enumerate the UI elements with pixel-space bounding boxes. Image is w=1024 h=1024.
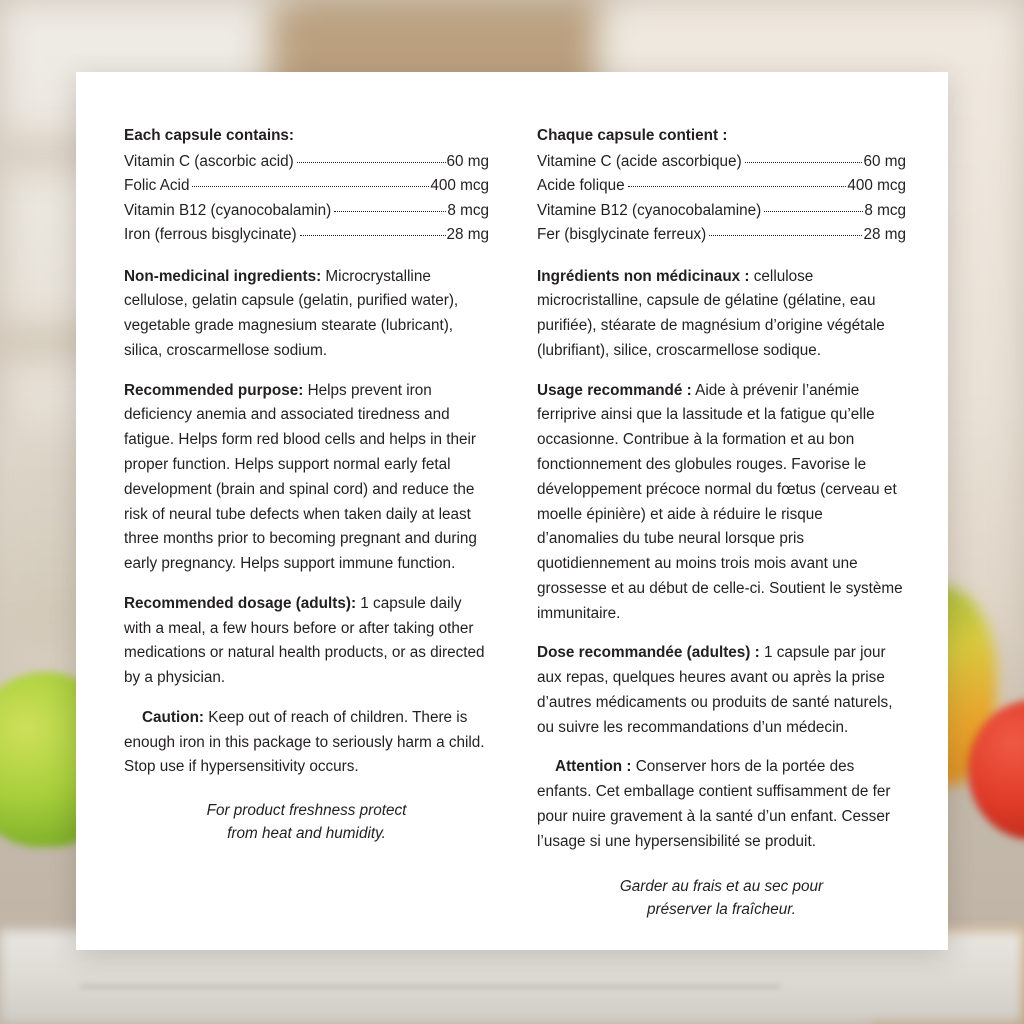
leader-dots — [297, 162, 446, 163]
fact-name: Acide folique — [537, 177, 625, 195]
recommended-dosage-english — [124, 592, 489, 691]
fact-value: 60 mg — [863, 152, 906, 170]
section-body: cellulose microcristalline, capsule de gélatine (gélatine, eau purifiée), stéarate de magnésium d’origine végétale (lubrifiant), silice, croscarmellose sodique. — [537, 267, 885, 359]
freshness-line-1: For product freshness protect — [206, 802, 407, 820]
fact-name: Vitamin B12 (cyanocobalamin) — [124, 201, 332, 219]
recommended-purpose-french — [537, 379, 906, 627]
fact-row — [537, 174, 906, 198]
section-heading: Usage recommandé : — [537, 381, 692, 399]
fact-value: 8 mcg — [864, 201, 906, 219]
fact-name: Fer (bisglycinate ferreux) — [537, 226, 707, 244]
fact-value: 60 mg — [446, 152, 490, 170]
leader-dots — [745, 162, 863, 163]
section-body: 1 capsule par jour aux repas, quelques heures avant ou après la prise d’autres médicaments ou produits de santé naturels, ou suivre les recommandations d’un médecin. — [537, 644, 893, 736]
freshness-note-french — [537, 876, 906, 922]
fact-value: 400 mcg — [430, 177, 490, 195]
section-heading: Recommended dosage (adults): — [124, 594, 357, 612]
supplement-label-panel — [76, 72, 948, 950]
section-heading: Recommended purpose: — [124, 381, 304, 399]
recommended-dosage-french — [537, 641, 906, 740]
non-medicinal-ingredients-english — [124, 265, 489, 364]
section-heading: Caution: — [142, 708, 205, 726]
section-heading: Non-medicinal ingredients: — [124, 267, 322, 285]
leader-dots — [192, 186, 429, 187]
freshness-line-1: Garder au frais et au sec pour — [619, 878, 824, 896]
fact-row — [124, 174, 489, 198]
fact-row — [537, 199, 906, 223]
fact-row — [124, 223, 489, 247]
leader-dots — [628, 186, 847, 187]
freshness-note-english — [124, 800, 489, 846]
freshness-line-2: from heat and humidity. — [227, 825, 386, 843]
section-heading: Dose recommandée (adultes) : — [537, 644, 760, 662]
section-body: 1 capsule daily with a meal, a few hours before or after taking other medications or natural health products, or as directed by a physician. — [124, 594, 485, 687]
background-marble-vein — [80, 985, 780, 988]
recommended-purpose-english — [124, 379, 489, 577]
fact-row — [124, 199, 489, 223]
caution-french — [537, 755, 906, 854]
fact-name: Vitamine C (acide ascorbique) — [537, 152, 742, 170]
fact-name: Vitamin C (ascorbic acid) — [124, 152, 294, 170]
leader-dots — [709, 235, 862, 236]
facts-title: Chaque capsule contient : — [537, 127, 728, 144]
supplement-facts-english — [124, 124, 489, 248]
leader-dots — [764, 211, 863, 212]
facts-title: Each capsule contains: — [124, 127, 295, 144]
fact-name: Iron (ferrous bisglycinate) — [124, 226, 297, 244]
leader-dots — [334, 211, 446, 212]
fact-row — [537, 223, 906, 247]
section-body: Keep out of reach of children. There is enough iron in this package to seriously harm a child. Stop use if hypersensitivity occurs. — [124, 708, 485, 776]
supplement-facts-french — [537, 124, 906, 248]
leader-dots — [300, 235, 446, 236]
fact-value: 8 mcg — [447, 201, 490, 219]
fact-value: 28 mg — [446, 226, 490, 244]
caution-english — [124, 706, 489, 780]
fact-name: Vitamine B12 (cyanocobalamine) — [537, 201, 762, 219]
fact-value: 28 mg — [863, 226, 906, 244]
section-body: Aide à prévenir l’anémie ferriprive ainsi que la lassitude et la fatigue qu’elle occasionne. Contribue à la formation et au bon fonctionnement des globules rouges. Favorise le développement précoce normal du fœtus (cerveau et moelle épinière) et aide à réduire le risque d’anomalies du tube neural lorsque pris quotidiennement au moins trois mois avant une grossesse et au début de celle-ci. Soutient le système immunitaire. — [537, 381, 903, 622]
fact-row — [124, 150, 489, 174]
section-body: Microcrystalline cellulose, gelatin capsule (gelatin, purified water), vegetable grade magnesium stearate (lubricant), silica, croscarmellose sodium. — [124, 267, 459, 359]
freshness-line-2: préserver la fraîcheur. — [646, 901, 797, 919]
fact-row — [537, 150, 906, 174]
label-column-french — [537, 124, 906, 930]
section-heading: Ingrédients non médicinaux : — [537, 267, 750, 285]
non-medicinal-ingredients-french — [537, 265, 906, 364]
section-body: Conserver hors de la portée des enfants. Cet emballage contient suffisamment de fer pour nuire gravement à la santé d’un enfant. Cesser l’usage si une hypersensibilité se produit. — [537, 758, 891, 850]
fact-value: 400 mcg — [847, 177, 906, 195]
fact-name: Folic Acid — [124, 177, 190, 195]
section-body: Helps prevent iron deficiency anemia and associated tiredness and fatigue. Helps form red blood cells and helps in their proper function. Helps support normal early fetal development (brain and spinal cord) and reduce the risk of neural tube defects when taken daily at least three months prior to becoming pregnant and during early pregnancy. Helps support immune function. — [124, 381, 477, 573]
label-column-english — [124, 124, 489, 930]
section-heading: Attention : — [555, 758, 632, 776]
